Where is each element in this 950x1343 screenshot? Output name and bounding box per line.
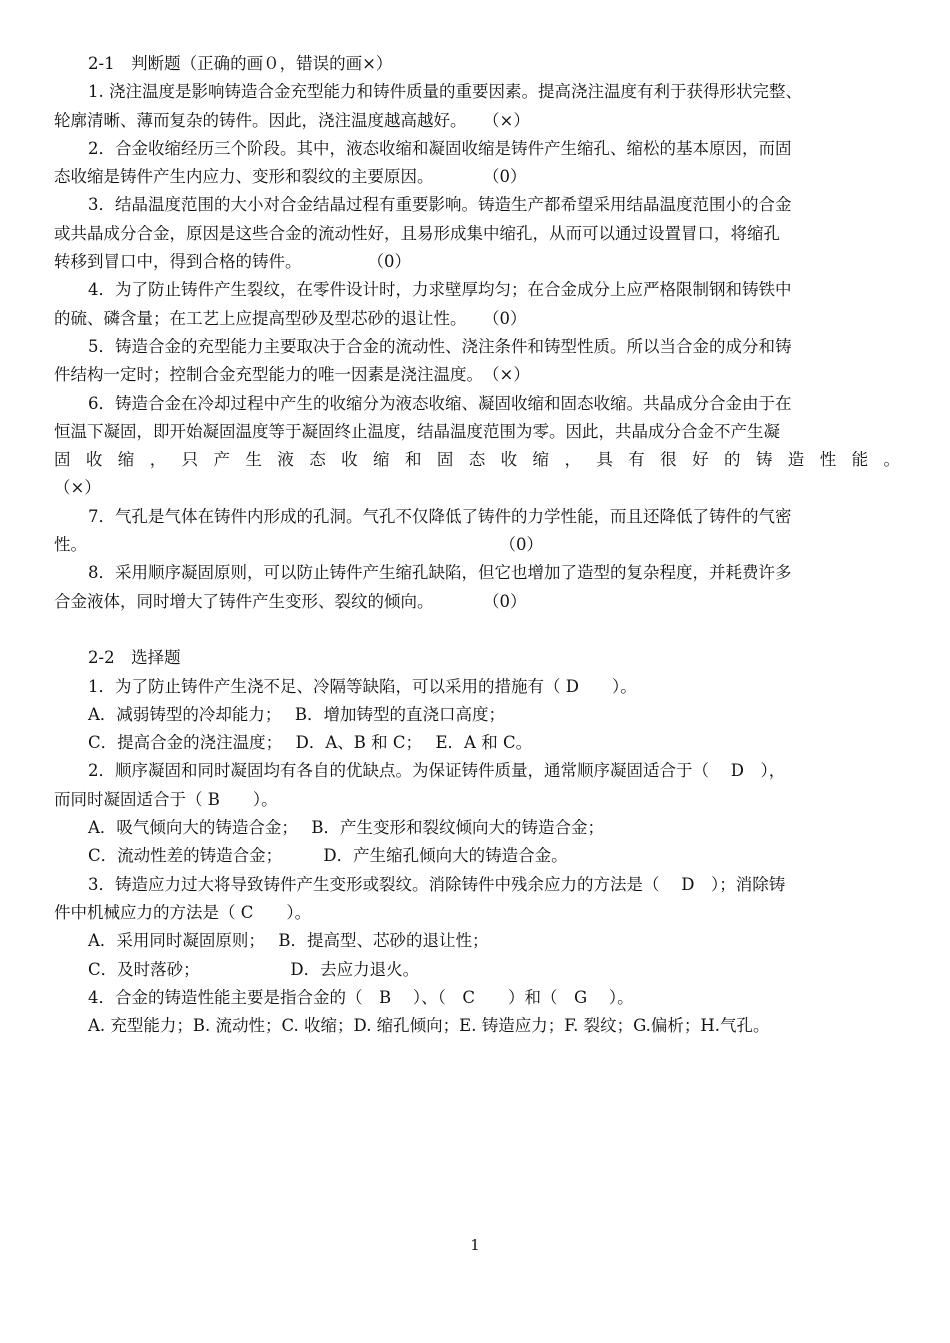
choice-line: 2．顺序凝固和同时凝固均有各自的优缺点。为保证铸件质量，通常顺序凝固适合于（ D ）， bbox=[88, 761, 786, 781]
choice-line: 1．为了防止铸件产生浇不足、冷隔等缺陷，可以采用的措施有（ D ）。 bbox=[88, 676, 637, 696]
item-line: 7．气孔是气体在铸件内形成的孔洞。气孔不仅降低了铸件的力学性能，而且还降低了铸件的气密 bbox=[88, 506, 792, 526]
item-line: 2．合金收缩经历三个阶段。其中，液态收缩和凝固收缩是铸件产生缩孔、缩松的基本原因，而固 bbox=[88, 138, 792, 158]
choice-line: A．采用同时凝固原则； B．提高型、芯砂的退让性； bbox=[88, 931, 489, 951]
section-spacer bbox=[54, 616, 900, 644]
choice-section bbox=[54, 673, 900, 1041]
item-answer: （×） bbox=[54, 478, 101, 498]
item-line: 1. 浇注温度是影响铸造合金充型能力和铸件质量的重要因素。提高浇注温度有利于获得形状完整、 bbox=[88, 82, 802, 102]
item-line: 恒温下凝固，即开始凝固温度等于凝固终止温度，结晶温度范围为零。因此，共晶成分合金不产生凝 bbox=[54, 421, 780, 441]
judgment-item-6 bbox=[54, 390, 900, 503]
item-line: 轮廓清晰、薄而复杂的铸件。因此，浇注温度越高越好。 （×） bbox=[54, 110, 530, 130]
document-page bbox=[54, 50, 900, 1040]
item-line-justified: 固收缩，只产生液态收缩和固态收缩，具有很好的铸造性能。 bbox=[54, 450, 900, 470]
choice-line: 而同时凝固适合于（ B ）。 bbox=[54, 789, 278, 809]
item-line: 或共晶成分合金，原因是这些合金的流动性好，且易形成集中缩孔，从而可以通过设置冒口，将缩孔 bbox=[54, 223, 780, 243]
page-number: 1 bbox=[470, 1236, 480, 1254]
choice-line: C．提高合金的浇注温度； D．A、B 和 C； E．A 和 C。 bbox=[88, 733, 533, 753]
judgment-item-1 bbox=[54, 78, 900, 135]
section-heading-judgment: 2-1 判断题（正确的画０，错误的画×） bbox=[88, 54, 393, 73]
item-line: 4．为了防止铸件产生裂纹，在零件设计时，力求壁厚均匀；在合金成分上应严格限制钢和铸铁中 bbox=[88, 280, 792, 300]
choice-line: A. 充型能力；B. 流动性；C. 收缩；D. 缩孔倾向；E. 铸造应力；F. 裂纹；G.偏析；H.气孔。 bbox=[88, 1016, 770, 1036]
choice-line: A．吸气倾向大的铸造合金； B．产生变形和裂纹倾向大的铸造合金； bbox=[88, 818, 605, 838]
item-line: 6．铸造合金在冷却过程中产生的收缩分为液态收缩、凝固收缩和固态收缩。共晶成分合金由于在 bbox=[88, 393, 792, 413]
choice-line: C．流动性差的铸造合金； D．产生缩孔倾向大的铸造合金。 bbox=[88, 846, 568, 866]
judgment-item-3 bbox=[54, 191, 900, 276]
item-line: 件结构一定时；控制合金充型能力的唯一因素是浇注温度。 （×） bbox=[54, 365, 530, 385]
item-line: 的硫、磷含量；在工艺上应提高型砂及型芯砂的退让性。 （0） bbox=[54, 308, 527, 328]
choice-line: 4．合金的铸造性能主要是指合金的（ B ）、（ C ）和（ G ）。 bbox=[88, 987, 634, 1007]
choice-line: 3．铸造应力过大将导致铸件产生变形或裂纹。消除铸件中残余应力的方法是（ D ）；消除铸 bbox=[88, 874, 786, 894]
item-line: 3．结晶温度范围的大小对合金结晶过程有重要影响。铸造生产都希望采用结晶温度范围小的合金 bbox=[88, 195, 792, 215]
item-line: 合金液体，同时增大了铸件产生变形、裂纹的倾向。 （0） bbox=[54, 591, 527, 611]
section-heading-choice: 2-2 选择题 bbox=[88, 648, 181, 668]
judgment-item-4 bbox=[54, 276, 900, 333]
item-line: 8．采用顺序凝固原则，可以防止铸件产生缩孔缺陷，但它也增加了造型的复杂程度，并耗费许多 bbox=[88, 563, 792, 583]
item-line: 性。 （0） bbox=[54, 535, 543, 555]
item-line: 转移到冒口中，得到合格的铸件。 （0） bbox=[54, 252, 411, 272]
item-line: 5．铸造合金的充型能力主要取决于合金的流动性、浇注条件和铸型性质。所以当合金的成分和铸 bbox=[88, 336, 792, 356]
choice-line: 件中机械应力的方法是（ C ）。 bbox=[54, 902, 312, 922]
judgment-item-2 bbox=[54, 135, 900, 192]
item-line: 态收缩是铸件产生内应力、变形和裂纹的主要原因。 （0） bbox=[54, 167, 527, 187]
judgment-item-5 bbox=[54, 333, 900, 390]
choice-line: A．减弱铸型的冷却能力； B．增加铸型的直浇口高度； bbox=[88, 704, 506, 724]
judgment-item-7 bbox=[54, 503, 900, 560]
judgment-item-8 bbox=[54, 559, 900, 616]
choice-line: C．及时落砂； D．去应力退火。 bbox=[88, 959, 420, 979]
